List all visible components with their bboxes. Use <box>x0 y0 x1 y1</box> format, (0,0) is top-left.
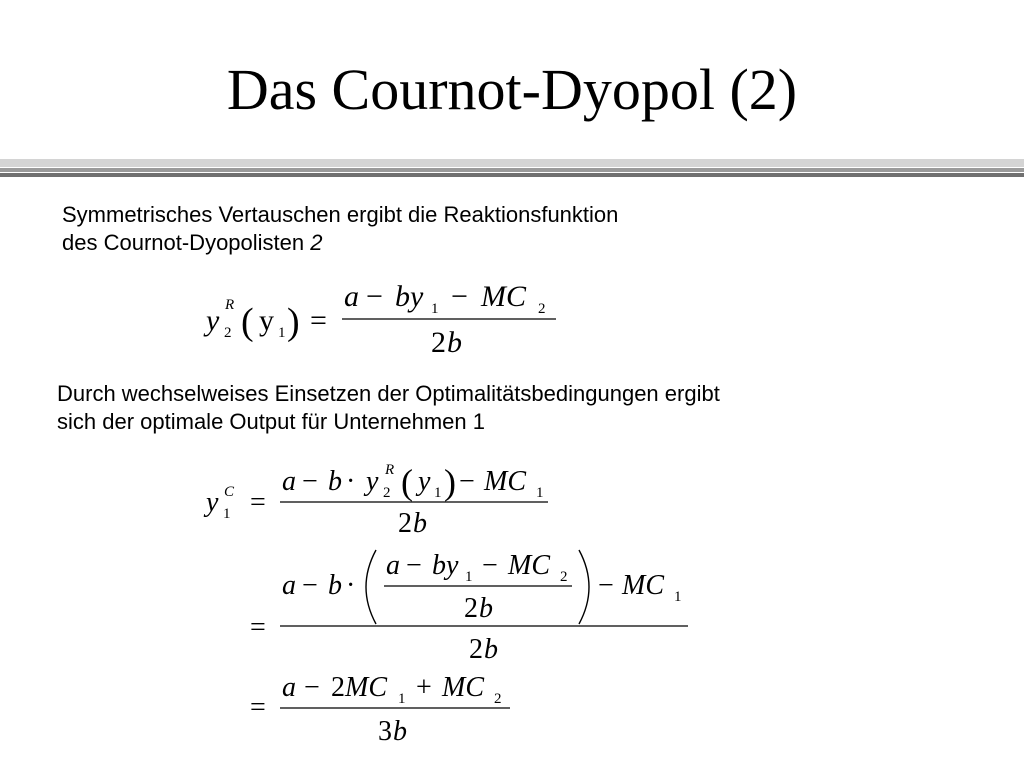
svg-text:2: 2 <box>383 485 391 501</box>
svg-text:b: b <box>479 593 493 624</box>
svg-text:b: b <box>328 570 342 601</box>
svg-text:1: 1 <box>431 301 439 317</box>
svg-text:=: = <box>250 487 266 518</box>
svg-text:−: − <box>366 280 383 313</box>
svg-text:−: − <box>406 550 422 581</box>
svg-text:−: − <box>451 280 468 313</box>
svg-text:MC: MC <box>481 280 526 313</box>
svg-text:): ) <box>287 301 300 343</box>
svg-text:1: 1 <box>223 506 231 522</box>
svg-text:1: 1 <box>536 485 544 501</box>
svg-text:y: y <box>206 487 219 518</box>
svg-text:1: 1 <box>465 569 473 585</box>
svg-text:C: C <box>224 484 235 500</box>
svg-text:MC: MC <box>442 672 484 703</box>
svg-text:): ) <box>444 462 456 502</box>
optimal-output-equation-line3 <box>250 672 510 747</box>
svg-text:MC: MC <box>622 570 664 601</box>
paragraph-text: des Cournot-Dyopolisten <box>62 230 311 255</box>
svg-text:2: 2 <box>494 691 502 707</box>
svg-text:−: − <box>598 570 614 601</box>
svg-text:R: R <box>385 462 395 478</box>
svg-text:3: 3 <box>378 716 392 747</box>
paragraph-line: Symmetrisches Vertauschen ergibt die Reaktionsfunktion <box>62 202 619 227</box>
svg-text:b: b <box>328 466 342 497</box>
svg-text:(: ( <box>401 462 413 502</box>
svg-text:2: 2 <box>224 325 232 341</box>
svg-text:y: y <box>366 466 379 497</box>
svg-text:1: 1 <box>674 589 682 605</box>
svg-text:by: by <box>395 280 424 313</box>
svg-text:R: R <box>225 297 235 313</box>
svg-text:a: a <box>282 570 296 601</box>
svg-text:2: 2 <box>431 326 446 359</box>
svg-text:+: + <box>416 672 432 703</box>
svg-text:b: b <box>413 508 427 539</box>
paragraph-line: Durch wechselweises Einsetzen der Optimalitätsbedingungen ergibt <box>57 381 720 406</box>
svg-text:·: · <box>346 570 356 601</box>
svg-text:a: a <box>282 672 296 703</box>
svg-text:MC: MC <box>508 550 550 581</box>
svg-text:=: = <box>250 612 266 643</box>
svg-text:2: 2 <box>560 569 568 585</box>
svg-text:(: ( <box>241 301 254 343</box>
svg-text:1: 1 <box>434 485 442 501</box>
svg-text:a: a <box>386 550 400 581</box>
firm-number: 2 <box>310 230 323 255</box>
svg-text:b: b <box>393 716 407 747</box>
svg-text:−: − <box>482 550 498 581</box>
svg-text:−: − <box>459 466 475 497</box>
svg-text:y: y <box>206 304 220 337</box>
svg-text:2: 2 <box>398 508 412 539</box>
svg-text:2: 2 <box>464 593 478 624</box>
svg-text:b: b <box>484 634 498 665</box>
slide-title: Das Cournot-Dyopol (2) <box>226 57 798 122</box>
svg-text:−: − <box>302 570 318 601</box>
svg-text:a: a <box>282 466 296 497</box>
svg-text:y: y <box>259 304 274 337</box>
paragraph-line: sich der optimale Output für Unternehmen 1 <box>57 409 486 434</box>
svg-text:b: b <box>447 326 462 359</box>
svg-text:=: = <box>310 304 327 337</box>
svg-text:2: 2 <box>331 672 345 703</box>
svg-text:−: − <box>304 672 320 703</box>
optimal-output-equation-line2 <box>250 550 688 665</box>
svg-text:·: · <box>346 466 356 497</box>
svg-text:2: 2 <box>469 634 483 665</box>
svg-text:y: y <box>418 466 431 497</box>
svg-text:MC: MC <box>345 672 387 703</box>
svg-text:MC: MC <box>484 466 526 497</box>
svg-text:2: 2 <box>538 301 546 317</box>
svg-text:by: by <box>432 550 459 581</box>
optimal-output-equation-line1 <box>203 462 548 539</box>
reaction-function-equation <box>203 280 556 359</box>
svg-text:a: a <box>344 280 359 313</box>
svg-text:−: − <box>302 466 318 497</box>
svg-text:1: 1 <box>278 325 286 341</box>
svg-text:1: 1 <box>398 691 406 707</box>
svg-text:=: = <box>250 692 266 723</box>
